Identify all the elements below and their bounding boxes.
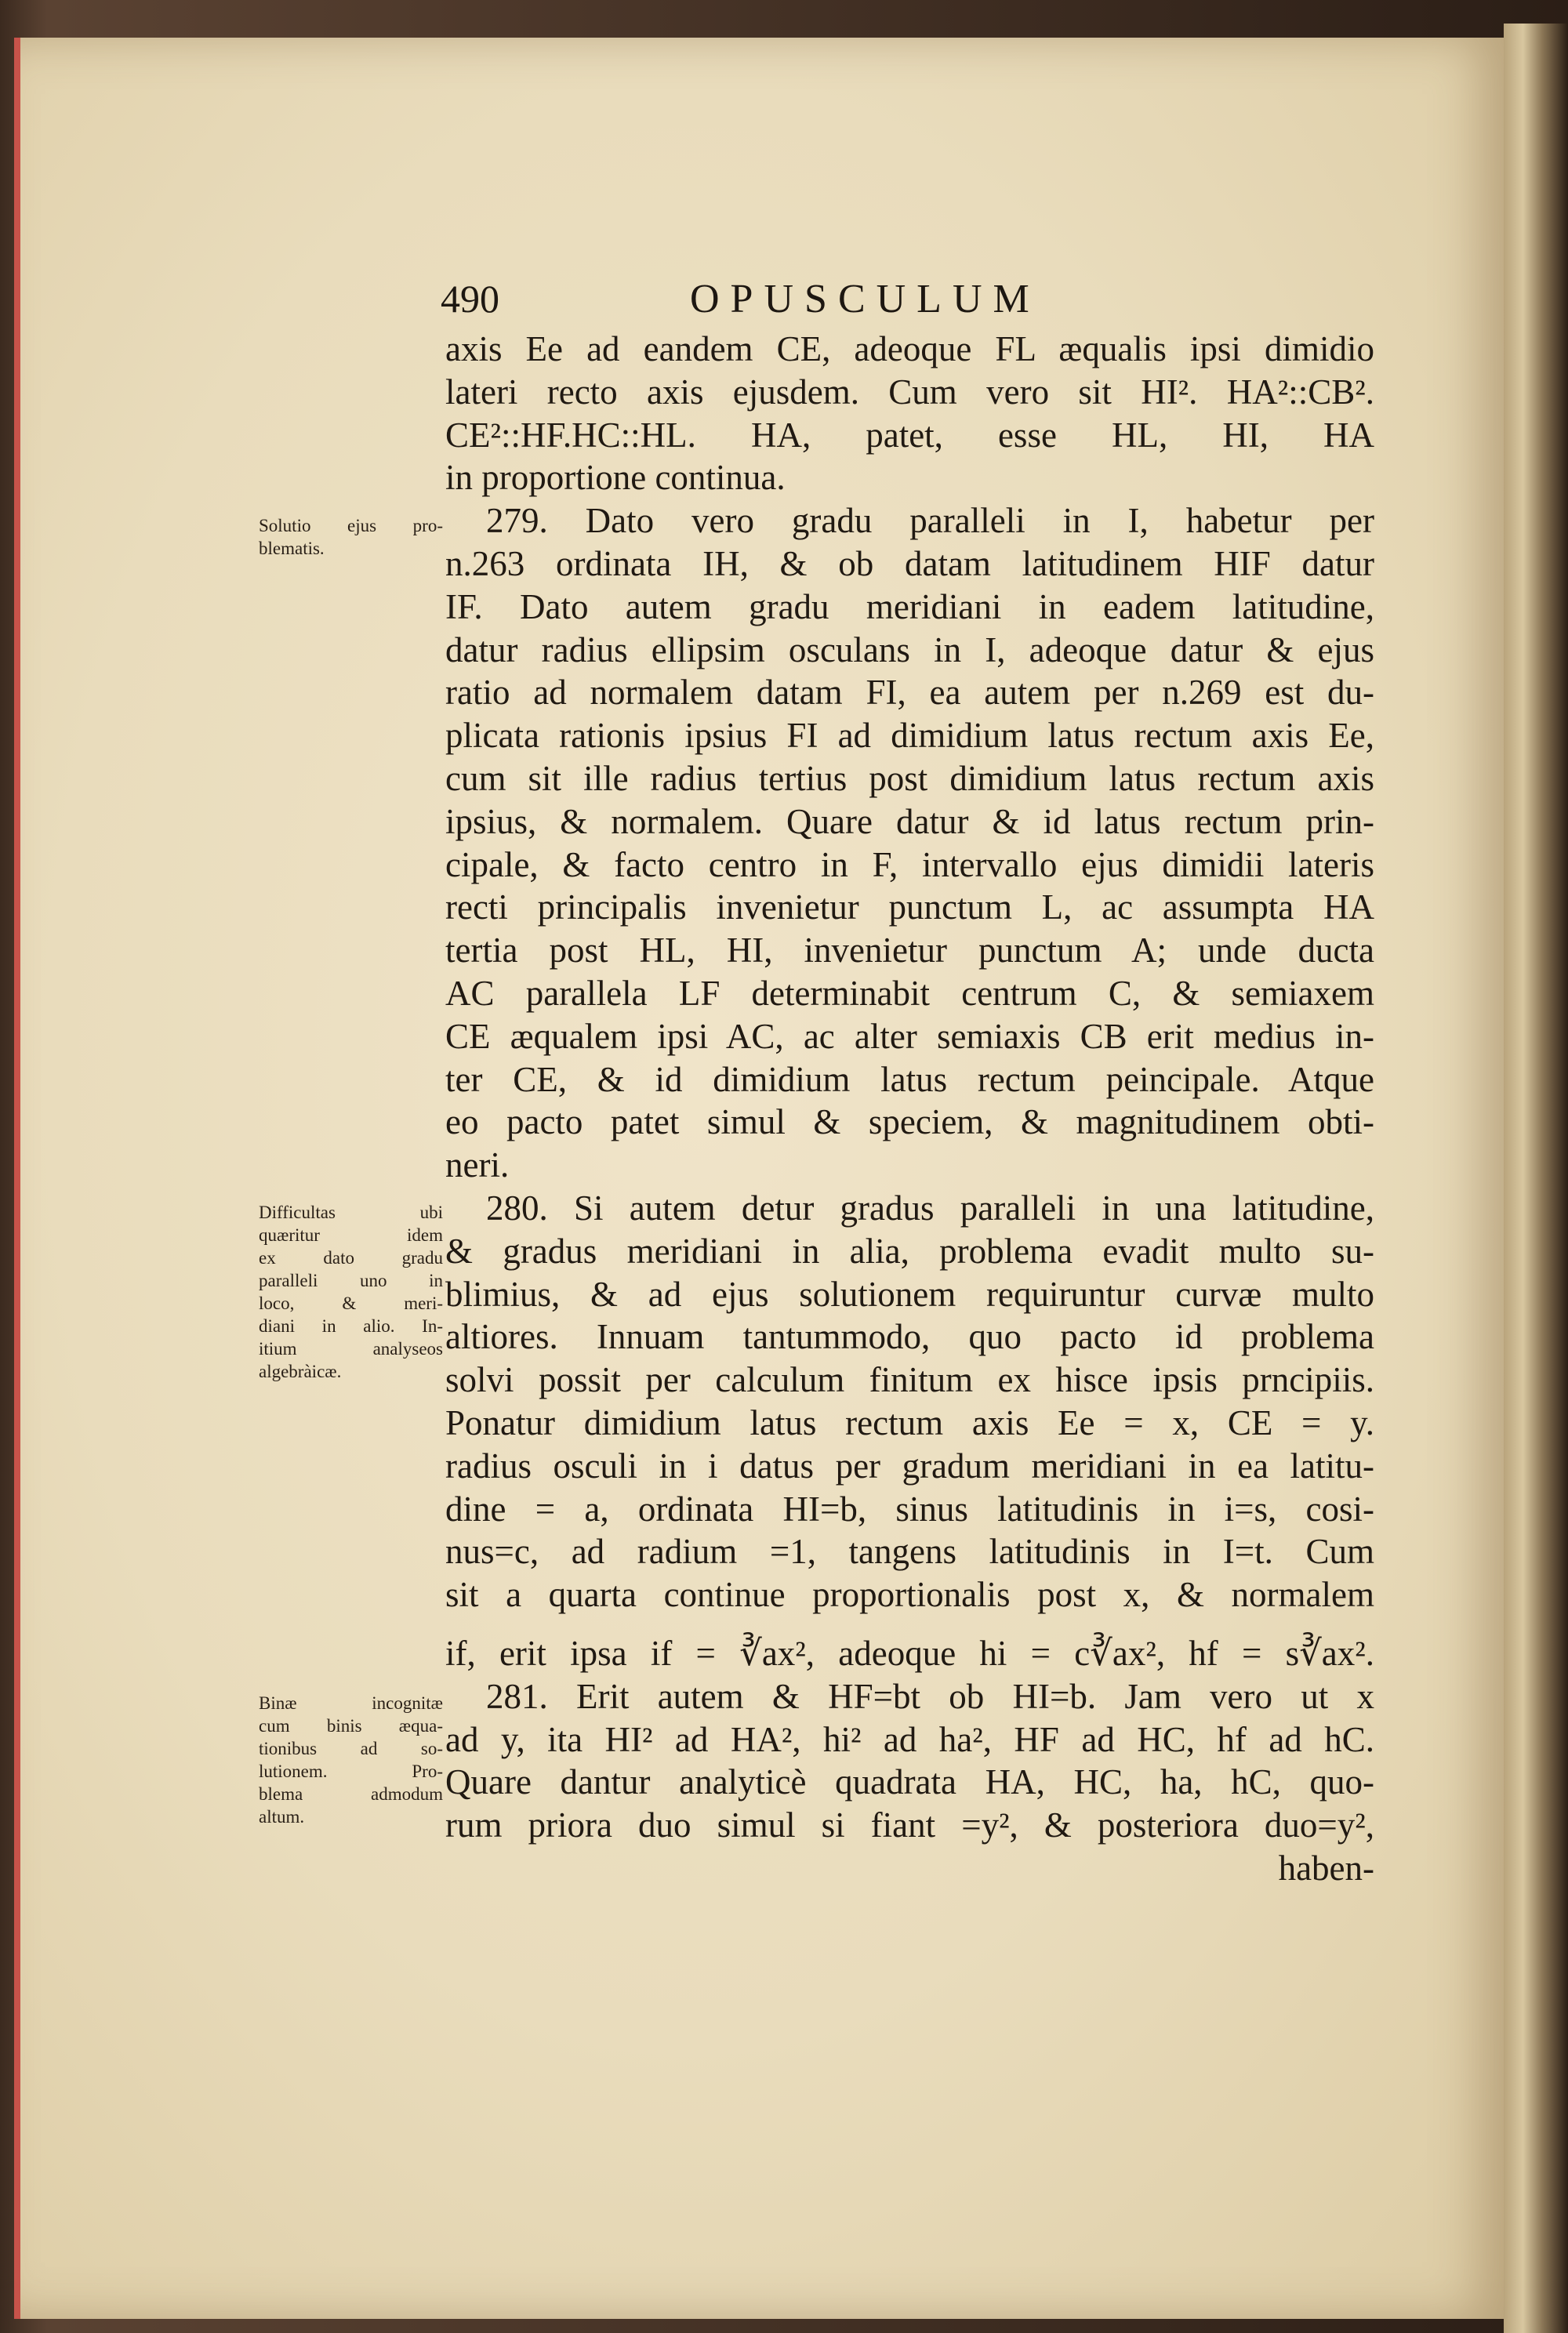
text-line: cipale, & facto centro in F, intervallo ejus dimidii lateris <box>445 844 1374 884</box>
margin-note-line: algebràicæ. <box>259 1362 342 1381</box>
margin-note-line: blema admodum <box>259 1784 443 1804</box>
text-line: solvi possit per calculum finitum ex hisce ipsis prncipiis. <box>445 1360 1374 1400</box>
text-line: rum priora duo simul si fiant =y², & posteriora duo=y², <box>445 1805 1374 1845</box>
catchword: haben- <box>1278 1848 1374 1888</box>
margin-note-solutio <box>259 514 443 560</box>
margin-note-line: Binæ incognitæ <box>259 1693 443 1713</box>
margin-note-line: paralleli uno in <box>259 1271 443 1290</box>
paragraph-280-line: 280. Si autem detur gradus paralleli in una latitudine, <box>486 1188 1374 1228</box>
text-line: ratio ad normalem datam FI, ea autem per n.269 est du- <box>445 673 1374 713</box>
margin-note-line: tionibus ad so- <box>259 1739 443 1758</box>
running-title: OPUSCULUM <box>690 277 1040 321</box>
text-line: dine = a, ordinata HI=b, sinus latitudinis in i=s, cosi- <box>445 1489 1374 1529</box>
text-line: ter CE, & id dimidium latus rectum peincipale. Atque <box>445 1059 1374 1099</box>
text-line: CE æqualem ipsi AC, ac alter semiaxis CB erit medius in- <box>445 1016 1374 1056</box>
text-line: cum sit ille radius tertius post dimidium latus rectum axis <box>445 758 1374 798</box>
margin-note-line: blematis. <box>259 539 325 558</box>
margin-note-line: quæritur idem <box>259 1225 443 1245</box>
margin-note-line: diani in alio. In- <box>259 1316 443 1336</box>
text-line: radius osculi in i datus per gradum meridiani in ea latitu- <box>445 1446 1374 1486</box>
margin-note-line: itium analyseos <box>259 1339 443 1359</box>
text-line: eo pacto patet simul & speciem, & magnitudinem obti- <box>445 1102 1374 1142</box>
text-line: in proportione continua. <box>445 458 786 498</box>
text-line: datur radius ellipsim osculans in I, adeoque datur & ejus <box>445 630 1374 669</box>
main-text <box>445 328 1374 1890</box>
margin-note-line: loco, & meri- <box>259 1293 443 1313</box>
text-line: if, erit ipsa if = ∛ax², adeoque hi = c∛ax², hf = s∛ax². <box>445 1633 1374 1673</box>
margin-note-line: lutionem. Pro- <box>259 1762 443 1781</box>
text-line: CE²::HF.HC::HL. HA, patet, esse HL, HI, HA <box>445 415 1374 455</box>
text-line: & gradus meridiani in alia, problema evadit multo su- <box>445 1231 1374 1271</box>
text-line: Ponatur dimidium latus rectum axis Ee = x, CE = y. <box>445 1402 1374 1442</box>
margin-note-line: altum. <box>259 1807 305 1827</box>
text-line: altiores. Innuam tantummodo, quo pacto id problema <box>445 1317 1374 1357</box>
text-line: blimius, & ad ejus solutionem requiruntur curvæ multo <box>445 1274 1374 1314</box>
text-line: sit a quarta continue proportionalis post x, & normalem <box>445 1575 1374 1615</box>
margin-note-binae <box>259 1692 443 1828</box>
margin-note-line: ex dato gradu <box>259 1248 443 1268</box>
text-line: nus=c, ad radium =1, tangens latitudinis in I=t. Cum <box>445 1532 1374 1572</box>
text-line: axis Ee ad eandem CE, adeoque FL æqualis ipsi dimidio <box>445 329 1374 368</box>
text-line: neri. <box>445 1145 510 1185</box>
text-line: ad y, ita HI² ad HA², hi² ad ha², HF ad HC, hf ad hC. <box>445 1719 1374 1759</box>
paragraph-281-line: 281. Erit autem & HF=bt ob HI=b. Jam vero ut x <box>486 1676 1374 1716</box>
text-line: ipsius, & normalem. Quare datur & id latus rectum prin- <box>445 801 1374 841</box>
margin-note-line: cum binis æqua- <box>259 1716 443 1736</box>
text-line: recti principalis invenietur punctum L, ac assumpta HA <box>445 887 1374 927</box>
text-line: AC parallela LF determinabit centrum C, & semiaxem <box>445 973 1374 1013</box>
text-line: lateri recto axis ejusdem. Cum vero sit HI². HA²::CB². <box>445 372 1374 412</box>
margin-note-line: Solutio ejus pro- <box>259 516 443 535</box>
margin-note-line: Difficultas ubi <box>259 1203 443 1222</box>
text-line: Quare dantur analyticè quadrata HA, HC, ha, hC, quo- <box>445 1762 1374 1802</box>
page-number: 490 <box>441 277 499 321</box>
text-line: n.263 ordinata IH, & ob datam latitudinem HIF datur <box>445 543 1374 583</box>
text-line: tertia post HL, HI, invenietur punctum A; unde ducta <box>445 931 1374 971</box>
margin-note-difficultas <box>259 1201 443 1383</box>
text-line: plicata rationis ipsius FI ad dimidium latus rectum axis Ee, <box>445 716 1374 756</box>
text-line: IF. Dato autem gradu meridiani in eadem latitudine, <box>445 586 1374 626</box>
paragraph-279-line: 279. Dato vero gradu paralleli in I, habetur per <box>486 501 1374 541</box>
